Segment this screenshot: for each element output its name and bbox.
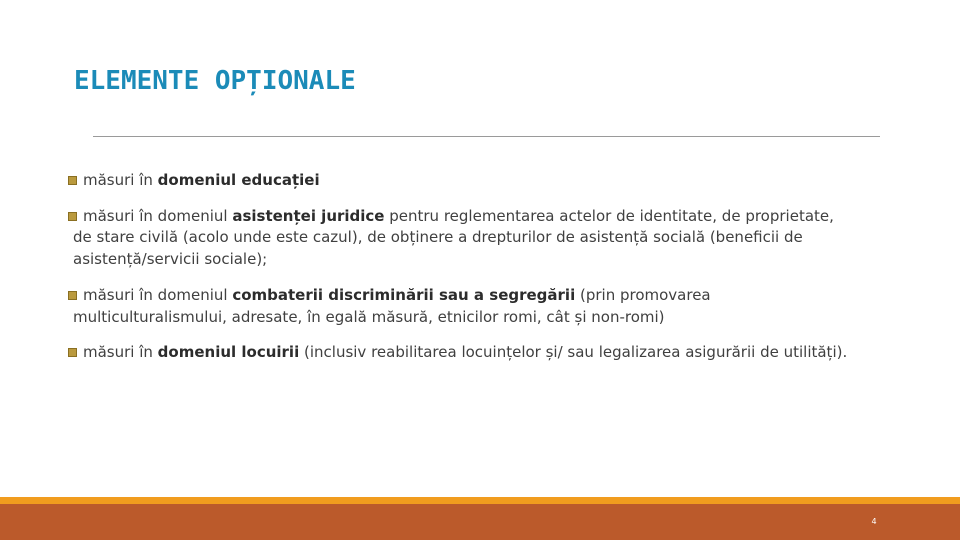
checkbox-bullet-icon	[68, 291, 77, 300]
bullet-item	[68, 206, 918, 271]
bullet-line: de stare civilă (acolo unde este cazul), de obținere a drepturilor de asistență socială (beneficii de	[73, 228, 803, 246]
bullet-item	[68, 285, 918, 328]
checkbox-bullet-icon	[68, 176, 77, 185]
bullet-item	[68, 170, 918, 192]
bold-phrase: combaterii discriminării sau a segregării	[232, 286, 576, 304]
footer-bar	[0, 504, 960, 540]
bullet-list	[68, 170, 918, 364]
checkbox-bullet-icon	[68, 348, 77, 357]
bullet-line: măsuri în domeniul combaterii discriminării sau a segregării (prin promovarea	[68, 285, 918, 307]
bold-phrase: asistenței juridice	[232, 206, 385, 225]
footer-accent-bar	[0, 497, 960, 504]
bullet-item	[68, 342, 918, 364]
bold-phrase: domeniul locuirii	[157, 343, 300, 361]
title-divider	[93, 136, 880, 137]
bullet-line: măsuri în domeniul educației	[68, 170, 918, 192]
bullet-line: măsuri în domeniul locuirii (inclusiv reabilitarea locuințelor și/ sau legalizarea asigurării de utilități).	[68, 342, 918, 364]
bold-phrase: domeniul educației	[157, 171, 320, 189]
bullet-line: asistență/servicii sociale);	[73, 249, 268, 268]
checkbox-bullet-icon	[68, 212, 77, 221]
bullet-line: măsuri în domeniul asistenței juridice pentru reglementarea actelor de identitate, de proprietate,	[68, 206, 918, 228]
page-number: 4	[871, 517, 877, 526]
bullet-line: multiculturalismului, adresate, în egală măsură, etnicilor romi, cât și non-romi)	[73, 307, 665, 326]
slide-title: ELEMENTE OPȚIONALE	[74, 66, 356, 96]
